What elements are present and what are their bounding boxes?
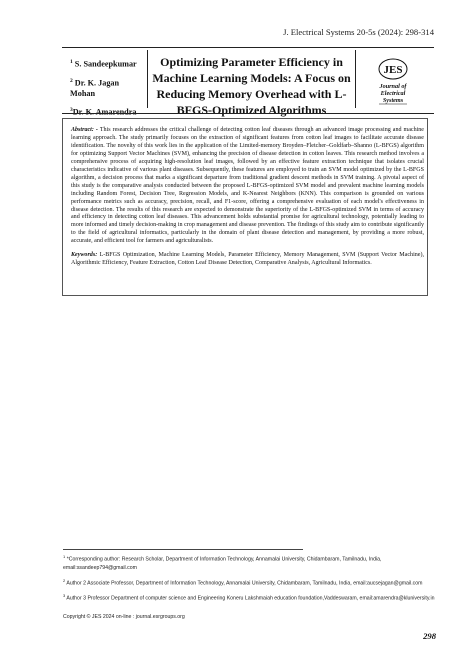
footnote-1: $^1$ *Corresponding author: Research Scholar, Department of Information Technology, Annamalai University, Chidambaram, Tamilnadu, India, email:ssandeep794@gmail.com <box>63 554 382 571</box>
keywords-text: L-BFGS Optimization, Machine Learning Models, Parameter Efficiency, Memory Management, SVM (Support Vector Machine), Algorithmic Efficiency, Feature Extraction, Cotton Leaf Disease Detection, Comparative Analysis, Agricultural Informatics. <box>71 252 424 267</box>
keywords-label: Keywords: <box>71 252 98 259</box>
footnote-rule <box>63 549 303 550</box>
author-list <box>70 57 146 124</box>
logo-line-3: Systems <box>382 97 404 104</box>
jes-logo <box>371 56 416 106</box>
author-1: $^1$ S. Sandeepkumar <box>70 59 137 69</box>
footnote-3: $^3$ Author 3 Professor Department of computer science and Engineering Koneru Lakshmaiah education foundation,Vaddeswaram, email:amarendra@kluniversity.in <box>63 593 435 603</box>
abstract-text: This research addresses the critical challenge of detecting cotton leaf diseases through an advanced image processing and machine learning approach. The study primarily focuses on the extraction of significant features from cotton leaf images to facilitate accurate disease identification. The novelty of this work lies in the application of the Limited-memory Broyden–Fletcher–Goldfarb–Shanno (L-BFGS) algorithm for optimizing Support Vector Machines (SVM), enhancing the precision of disease detection in cotton leaves. This research method involves a comprehensive process of acquiring high-resolution leaf images, followed by an effective feature extraction technique that isolates crucial characteristics indicative of various plant diseases. Subsequently, these features are employed to train an SVM model optimized by the L-BFGS algorithm, a decision process that marks a significant departure from traditional gradient descent methods in SVM training. A pivotal aspect of this study is the comparative analysis conducted between the proposed L-BFGS-optimized SVM model and prevalent machine learning models including Random Forest, Decision Tree, Regression Models, and K-Nearest Neighbors (KNN). This comparison is grounded on various performance metrics such as accuracy, precision, recall, and F1-score, offering a comprehensive evaluation of each model's effectiveness in disease detection. The results of this research are expected to demonstrate the superiority of the L-BFGS-optimized SVM in terms of accuracy and efficiency in detecting cotton leaf diseases. This advancement holds substantial promise for agricultural technology, potentially leading to more informed and timely decision-making in crop management and disease prevention. The findings of this study aim to contribute significantly to the field of agricultural informatics, particularly in the domain of plant disease detection and management, by providing a more robust, accurate, and efficient tool for farmers and agriculturalists. <box>71 127 424 245</box>
copyright-notice: Copyright © JES 2024 on-line : journal.esrgroups.org <box>63 614 185 620</box>
logo-line-2: Electrical <box>380 90 406 97</box>
header-rule <box>62 47 434 48</box>
logo-abbr: JES <box>383 64 403 76</box>
author-3: $^3$Dr. K. Amarendra <box>70 107 137 118</box>
header-divider-left <box>147 50 148 108</box>
header-divider-right <box>355 50 356 108</box>
keywords <box>71 252 424 268</box>
paper-title: Optimizing Parameter Efficiency in Machine Learning Models: A Focus on Reducing Memory Overhead with L-BFGS-Optimized Algorithms <box>152 55 351 117</box>
footnotes <box>63 553 435 608</box>
author-2: $^2$ Dr. K. Jagan Mohan <box>70 77 120 99</box>
page-number: 298 <box>423 631 436 641</box>
abstract <box>71 127 424 246</box>
abstract-label: Abstract: - <box>71 127 98 133</box>
journal-reference: J. Electrical Systems 20-5s (2024): 298-314 <box>283 27 434 37</box>
title-rule <box>62 113 434 114</box>
logo-line-1: Journal of <box>379 83 407 90</box>
abstract-box <box>62 118 428 296</box>
footnote-2: $^2$ Author 2 Associate Professor, Department of Information Technology, Annamalai University, Chidambaram, Tamilnadu, India, email:aucsejagan@gmail.com <box>63 577 423 587</box>
